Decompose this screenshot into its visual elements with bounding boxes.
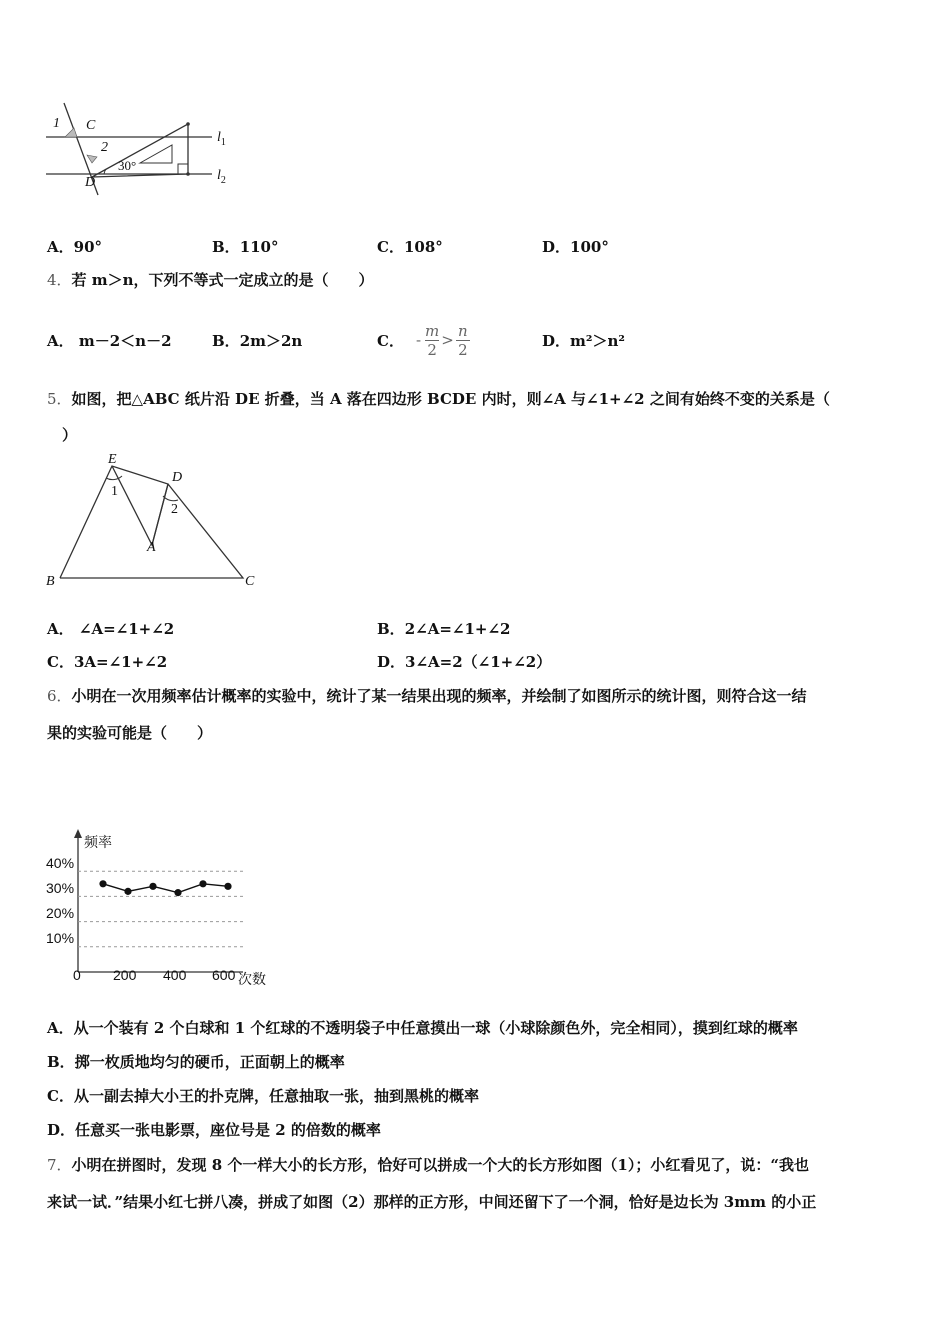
q5-stem-line1: 5．如图，把△ABC 纸片沿 DE 折叠，当 A 落在四边形 BCDE 内时，则∠A 与∠1+∠2 之间有始终不变的关系是（ [47,390,830,408]
q5-option-a[interactable]: A． ∠A=∠1+∠2 [47,620,175,638]
q3-option-b[interactable]: B．110° [212,238,279,256]
fig2-angle2: 2 [171,502,178,517]
angle2-shade [87,155,97,163]
fig1-l2-label: $l_2$ [217,168,226,186]
q5-option-c[interactable]: C．3A=∠1+∠2 [47,653,168,671]
y-tick-10: 10% [46,930,75,946]
fig1-angle1-label: 1 [53,116,60,131]
x-tick-200: 200 [113,967,137,983]
data-point-1 [99,880,106,887]
q6-option-b[interactable]: B．掷一枚质地均匀的硬币，正面朝上的概率 [47,1053,345,1071]
data-point-5 [199,880,206,887]
q6-option-a[interactable]: A．从一个装有 2 个白球和 1 个红球的不透明袋子中任意摸出一球（小球除颜色外，完全相同），摸到红球的概率 [47,1019,798,1037]
q5-stem-line2: ） [47,426,78,444]
fig1-point-d-label: D [85,175,96,190]
q4-option-b[interactable]: B．2m＞2n [212,332,303,350]
frequency-series-line [103,884,228,893]
y-tick-20: 20% [46,905,75,921]
fig2-point-d: D [172,470,183,485]
fig1-l1-label: $l_1$ [217,130,226,148]
q7-stem-line1: 7．小明在拼图时，发现 8 个一样大小的长方形，恰好可以拼成一个大的长方形如图（1）；小红看见了，说：“我也 [47,1156,809,1174]
folded-triangle-figure [40,450,270,600]
y-axis-arrow [74,829,82,838]
parallel-lines-figure [40,95,240,200]
x-tick-400: 400 [163,967,187,983]
data-point-3 [149,883,156,890]
fig2-point-a: A [147,540,156,555]
x-tick-0: 0 [73,967,81,983]
q4-option-a[interactable]: A． m－2＜n－2 [47,332,172,350]
q6-option-c[interactable]: C．从一副去掉大小王的扑克牌，任意抽取一张，抽到黑桃的概率 [47,1087,479,1105]
chart-xlabel: 次数 [238,971,266,987]
q5-option-b[interactable]: B．2∠A=∠1+∠2 [377,620,511,638]
q5-option-d[interactable]: D．3∠A=2（∠1+∠2） [377,653,552,671]
q7-stem-line2: 来试一试．”结果小红七拼八凑，拼成了如图（2）那样的正方形，中间还留下了一个洞，恰好是边长为 3mm 的小正 [47,1193,817,1211]
q4-stem: 4．若 m＞n，下列不等式一定成立的是（ ） [47,271,374,289]
fig1-point-c-label: C [86,118,96,133]
data-point-6 [224,883,231,890]
y-tick-30: 30% [46,880,75,896]
fig2-point-e: E [108,452,117,467]
fig2-point-c: C [245,574,255,589]
q6-option-d[interactable]: D．任意买一张电影票，座位号是 2 的倍数的概率 [47,1121,381,1139]
data-point-2 [124,888,131,895]
q3-option-d[interactable]: D．100° [542,238,609,256]
q3-option-c[interactable]: C．108° [377,238,443,256]
q6-stem-line1: 6．小明在一次用频率估计概率的实验中，统计了某一结果出现的频率，并绘制了如图所示的统计图，则符合这一结 [47,687,807,705]
chart-ylabel: 频率 [84,834,112,850]
x-tick-600: 600 [212,967,236,983]
fig1-angle2-label: 2 [101,140,108,155]
q4-option-c[interactable]: C． - $\frac{m}{2}$ > $\frac{n}{2}$ [377,312,470,368]
y-tick-40: 40% [46,855,75,871]
data-point-4 [174,889,181,896]
q4-option-d[interactable]: D．m²＞n² [542,332,625,350]
angle1-shade [65,128,77,137]
fig2-point-b: B [46,574,55,589]
q3-option-a[interactable]: A．90° [47,238,103,256]
q6-stem-line2: 果的实验可能是（ ） [47,724,213,742]
right-angle-mark [178,164,188,174]
fig1-30-label: 30° [118,158,137,173]
fig2-angle1: 1 [111,484,118,499]
